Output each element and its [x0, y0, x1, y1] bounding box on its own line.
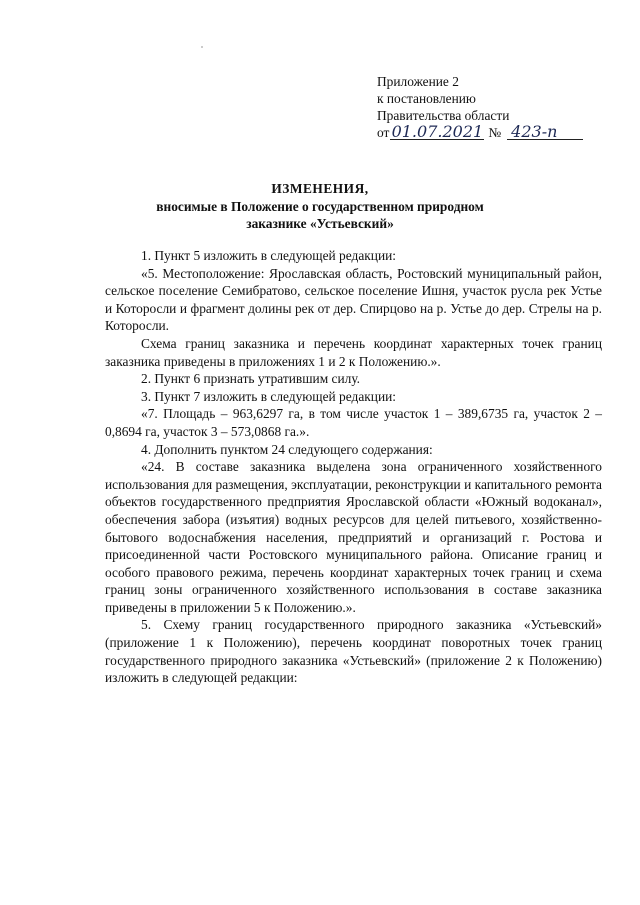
- appendix-block: [377, 73, 583, 141]
- appendix-line-3: Правительства области: [377, 108, 510, 123]
- document-title: ИЗМЕНЕНИЯ,: [271, 181, 369, 196]
- handwritten-date: 01.07.2021: [391, 122, 484, 141]
- paragraph-item-24-text: «24. В составе заказника выделена зона ограниченного хозяйственного использования для размещения, эксплуатации, реконструкции и капитального ремонта объектов государственного предприятия Ярославской области «Южный водоканал», обеспечения забора (изъятия) водных ресурсов для целей питьевого, хозяйственно-бытового водоснабжения населения, предприятий и организаций г. Ростова и присоединенной части Ростовского муниципального района. Описание границ и особого правового режима, перечень координат характерных точек границ и схема границ зоны ограниченного хозяйственного использования в составе заказника приведены в приложении 5 к Положению.».: [105, 459, 602, 615]
- date-prefix: от: [377, 125, 390, 140]
- appendix-line-2: к постановлению: [377, 91, 476, 106]
- paragraph-item-3: 3. Пункт 7 изложить в следующей редакции:: [141, 388, 397, 404]
- handwritten-number: 423-п: [507, 124, 583, 140]
- document-subtitle-line-2: заказнике «Устьевский»: [246, 216, 394, 231]
- paragraph-item-4: 4. Дополнить пунктом 24 следующего содержания:: [141, 441, 433, 457]
- appendix-date-line: [377, 124, 583, 141]
- scan-speck: [201, 46, 203, 48]
- document-body: [105, 247, 602, 687]
- paragraph-scheme: Схема границ заказника и перечень координат характерных точек границ заказника приведены в приложениях 1 и 2 к Положению.».: [105, 335, 602, 369]
- appendix-line-1: Приложение 2: [377, 74, 459, 89]
- paragraph-item-1: 1. Пункт 5 изложить в следующей редакции:: [141, 248, 397, 263]
- paragraph-item-5: 5. Схему границ государственного природного заказника «Устьевский» (приложение 1 к Положению), перечень координат поворотных точек границ государственного природного заказника «Устьевский» (приложение 2 к Положению) изложить в следующей редакции:: [105, 617, 602, 686]
- paragraph-item-5-text: «5. Местоположение: Ярославская область, Ростовский муниципальный район, сельское поселение Семибратово, сельское поселение Ишня, участок русла рек Устье и Которосли и фрагмент долины рек от дер. Спирцово на р. Устье до дер. Стрелы на р. Которосли.: [105, 265, 602, 334]
- paragraph-item-7-text: «7. Площадь – 963,6297 га, в том числе участок 1 – 389,6735 га, участок 2 – 0,8694 га, участок 3 – 573,0868 га.».: [105, 406, 602, 439]
- paragraph-item-2: 2. Пункт 6 признать утратившим силу.: [141, 371, 361, 387]
- document-subtitle-line-1: вносимые в Положение о государственном природном: [156, 199, 484, 214]
- number-sign: №: [488, 125, 502, 140]
